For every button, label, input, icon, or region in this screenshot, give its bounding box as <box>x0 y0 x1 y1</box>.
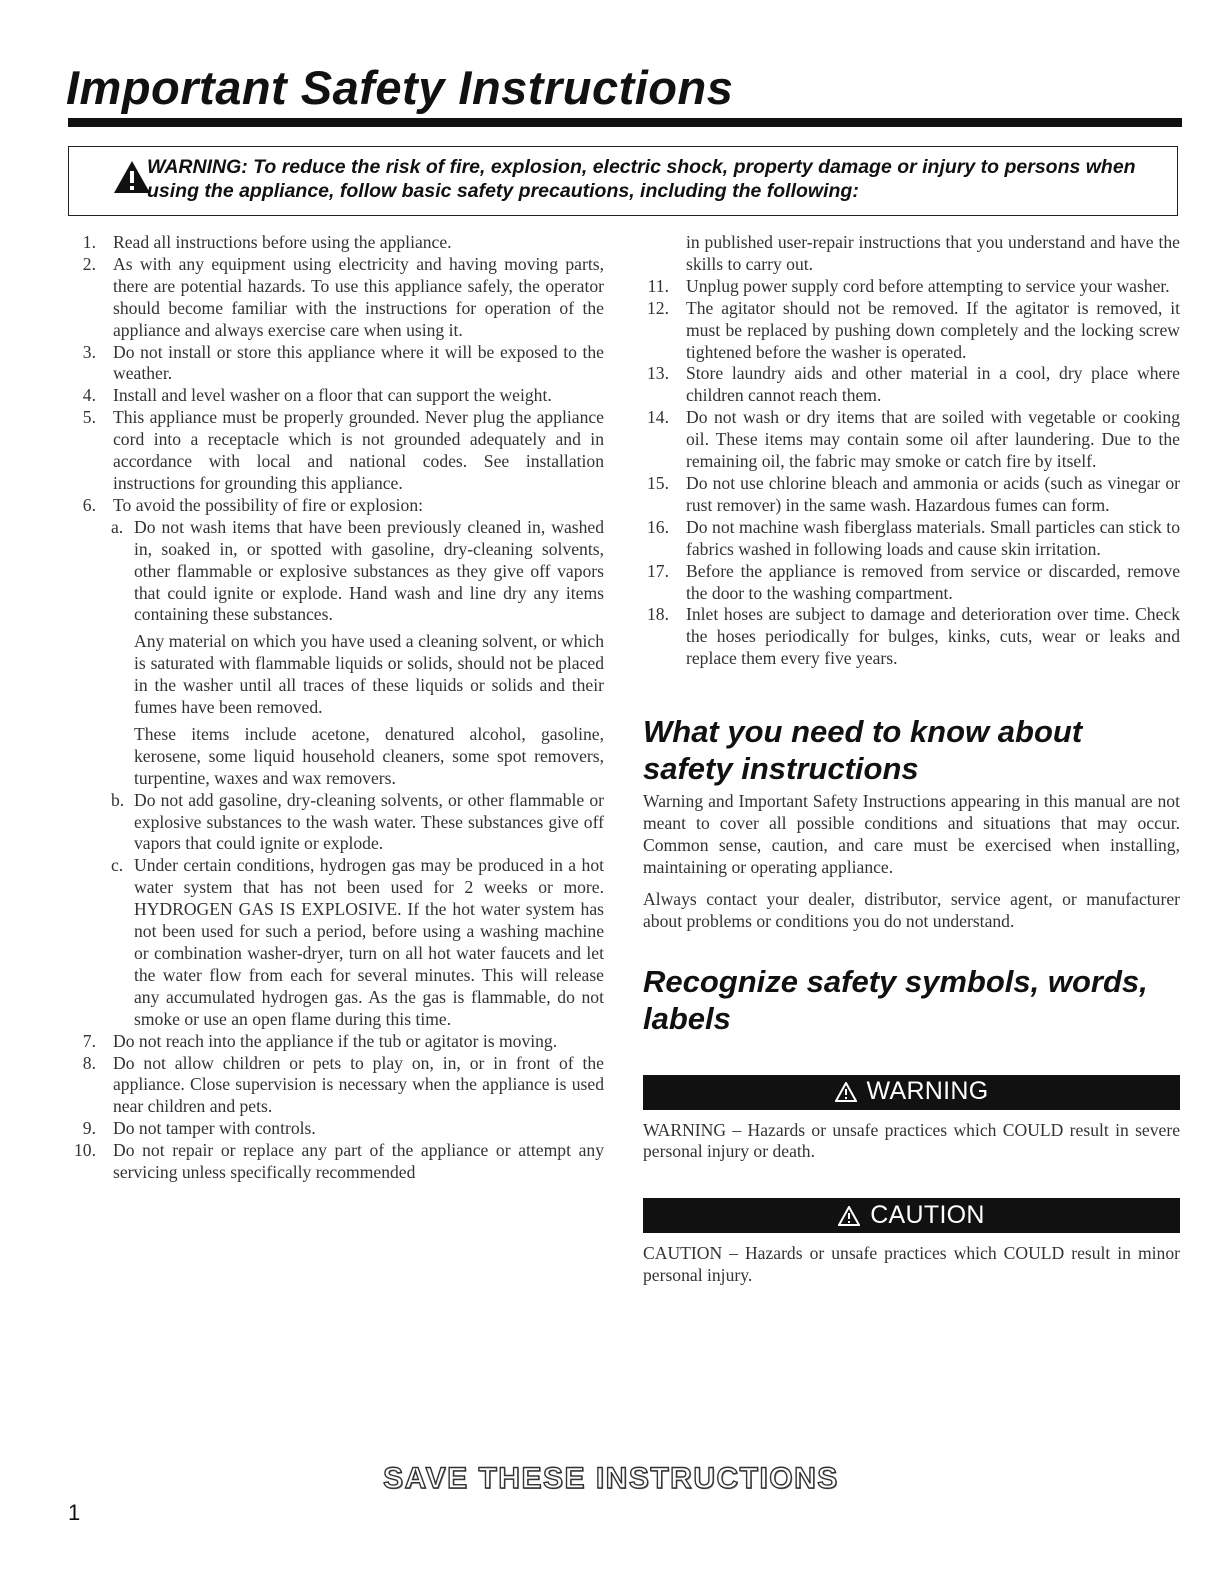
item-number: 2. <box>82 253 96 274</box>
instruction-subitem <box>70 790 604 856</box>
warning-banner <box>643 1075 1180 1110</box>
caution-banner <box>643 1198 1180 1233</box>
page-title: Important Safety Instructions <box>66 61 734 114</box>
warning-triangle-icon <box>835 1082 857 1102</box>
item-text: Unplug power supply cord before attempting to service your washer. <box>686 275 1170 296</box>
item-number: 7. <box>82 1030 96 1051</box>
item-text: As with any equipment using electricity and having moving parts, there are potential hazards. To use this appliance safely, the operator should become familiar with the instructions for operation of the appliance and always exercise care when using it. <box>113 253 604 340</box>
warning-triangle-icon <box>113 160 151 194</box>
subitem-letter: c. <box>111 855 124 876</box>
warning-label: WARNING: <box>147 156 248 178</box>
item-text: Do not tamper with controls. <box>113 1118 316 1139</box>
subitem-text: Do not wash items that have been previously cleaned in, washed in, soaked in, or spotted with gasoline, dry-cleaning solvents, other flammable or explosive substances as they give off vapors that could ignite or explode. Hand wash and line dry any items containing these substances. <box>134 516 604 625</box>
subitem-text: Do not add gasoline, dry-cleaning solvents, or other flammable or explosive substances to the wash water. These substances give off vapors that could ignite or explode. <box>134 789 604 854</box>
item-number: 10. <box>74 1140 96 1161</box>
item-number: 4. <box>82 385 96 406</box>
instruction-item <box>643 473 1180 517</box>
instruction-item <box>643 604 1180 670</box>
section-heading-know: What you need to know about safety instructions <box>643 714 1083 787</box>
item-number: 9. <box>82 1118 96 1139</box>
item-number: 15. <box>647 472 669 493</box>
item-text: The agitator should not be removed. If the agitator is removed, it must be replaced by pushing down completely and the locking screw tightened before the washer is operated. <box>686 297 1180 362</box>
instructions-column-right <box>643 232 1180 1287</box>
instruction-item <box>70 254 604 342</box>
subitem-paragraph: Any material on which you have used a cleaning solvent, or which is saturated with flammable liquids or solids, should not be placed in the washer until all traces of these liquids or solids and their fumes have been removed. <box>134 631 604 718</box>
caution-definition: CAUTION – Hazards or unsafe practices which COULD result in minor personal injury. <box>643 1243 1180 1286</box>
section-heading-symbols: Recognize safety symbols, words, labels <box>643 963 1148 1036</box>
instruction-item <box>70 232 604 254</box>
title-divider <box>68 118 1182 127</box>
item-continuation: in published user-repair instructions that you understand and have the skills to carry out. <box>686 232 1180 274</box>
item-number: 5. <box>82 407 96 428</box>
item-text: Do not repair or replace any part of the appliance or attempt any servicing unless specifically recommended <box>113 1140 604 1183</box>
instruction-subitem <box>70 855 604 1030</box>
instruction-item <box>70 1140 604 1184</box>
item-text: This appliance must be properly grounded. Never plug the appliance cord into a receptacle which is not grounded adequately and in accordance with local and national codes. See installation instructions for grounding this appliance. <box>113 407 604 493</box>
item-text: Do not wash or dry items that are soiled with vegetable or cooking oil. These items may contain some oil after laundering. Due to the remaining oil, the fabric may smoke or catch fire by itself. <box>686 407 1180 472</box>
instruction-item <box>643 561 1180 605</box>
item-text: To avoid the possibility of fire or explosion: <box>113 494 424 515</box>
item-text: Do not reach into the appliance if the tub or agitator is moving. <box>113 1030 558 1051</box>
subitem-letter: b. <box>111 789 125 810</box>
item-text: Do not use chlorine bleach and ammonia or acids (such as vinegar or rust remover) in the same wash. Hazardous fumes can form. <box>686 472 1180 515</box>
subitem-letter: a. <box>111 516 124 537</box>
instruction-item <box>70 385 604 407</box>
instruction-item <box>70 342 604 386</box>
instruction-item <box>70 1031 604 1053</box>
instruction-item <box>643 298 1180 364</box>
instruction-item <box>643 407 1180 473</box>
item-text: Do not allow children or pets to play on, in, or in front of the appliance. Close supervision is necessary when the appliance is used near children and pets. <box>113 1052 604 1117</box>
instruction-item <box>70 1118 604 1140</box>
item-text: Before the appliance is removed from service or discarded, remove the door to the washing compartment. <box>686 560 1180 603</box>
warning-triangle-icon <box>838 1206 860 1226</box>
item-number: 16. <box>647 516 669 537</box>
instruction-item <box>70 495 604 517</box>
item-text: Install and level washer on a floor that can support the weight. <box>113 385 552 406</box>
warning-box <box>68 146 1178 216</box>
instruction-item <box>643 517 1180 561</box>
item-number: 18. <box>647 604 669 625</box>
item-number: 14. <box>647 407 669 428</box>
item-text: Do not install or store this appliance where it will be exposed to the weather. <box>113 341 604 384</box>
item-number: 13. <box>647 363 669 384</box>
item-number: 6. <box>82 494 96 515</box>
item-text: Store laundry aids and other material in a cool, dry place where children cannot reach them. <box>686 363 1180 406</box>
instructions-column-left <box>70 232 604 1184</box>
instruction-subitem <box>70 517 604 627</box>
warning-definition: WARNING – Hazards or unsafe practices which COULD result in severe personal injury or death. <box>643 1119 1180 1162</box>
item-number: 3. <box>82 341 96 362</box>
item-text: Do not machine wash fiberglass materials. Small particles can stick to fabrics washed in following loads and cause skin irritation. <box>686 516 1180 559</box>
subitem-paragraph: These items include acetone, denatured alcohol, gasoline, kerosene, some liquid household cleaners, some spot removers, turpentine, waxes and wax removers. <box>134 723 604 788</box>
page-number: 1 <box>68 1500 81 1525</box>
item-text: Inlet hoses are subject to damage and deterioration over time. Check the hoses periodically for bulges, kinks, cuts, wear or leaks and replace them every five years. <box>686 604 1180 669</box>
instruction-item <box>70 1053 604 1119</box>
warning-text: To reduce the risk of fire, explosion, electric shock, property damage or injury to persons when using the appliance, follow basic safety precautions, including the following: <box>147 156 1136 202</box>
warning-banner-label: WARNING <box>866 1077 989 1106</box>
instruction-item <box>70 407 604 495</box>
item-number: 12. <box>647 297 669 318</box>
instruction-item <box>643 276 1180 298</box>
section-paragraph: Warning and Important Safety Instructions appearing in this manual are not meant to cover all possible conditions and situations that may occur. Common sense, caution, and care must be exercised when installing, maintaining or operating appliance. <box>643 791 1180 877</box>
item-number: 8. <box>82 1052 96 1073</box>
item-number: 17. <box>647 560 669 581</box>
section-paragraph: Always contact your dealer, distributor, service agent, or manufacturer about problems or conditions you do not understand. <box>643 888 1180 931</box>
warning-message <box>147 155 1172 203</box>
save-instructions-footer: SAVE THESE INSTRUCTIONS <box>383 1462 839 1495</box>
item-number: 11. <box>647 275 669 296</box>
caution-banner-label: CAUTION <box>870 1200 985 1229</box>
item-text: Read all instructions before using the appliance. <box>113 232 452 252</box>
item-number: 1. <box>82 232 96 252</box>
instruction-item <box>643 363 1180 407</box>
subitem-text: Under certain conditions, hydrogen gas may be produced in a hot water system that has not been used for 2 weeks or more. HYDROGEN GAS IS EXPLOSIVE. If the hot water system has not been used for such a period, before using a washing machine or combination washer-dryer, turn on all hot water faucets and let the water flow from each for several minutes. This will release any accumulated hydrogen gas. As the gas is flammable, do not smoke or use an open flame during this time. <box>134 855 604 1029</box>
